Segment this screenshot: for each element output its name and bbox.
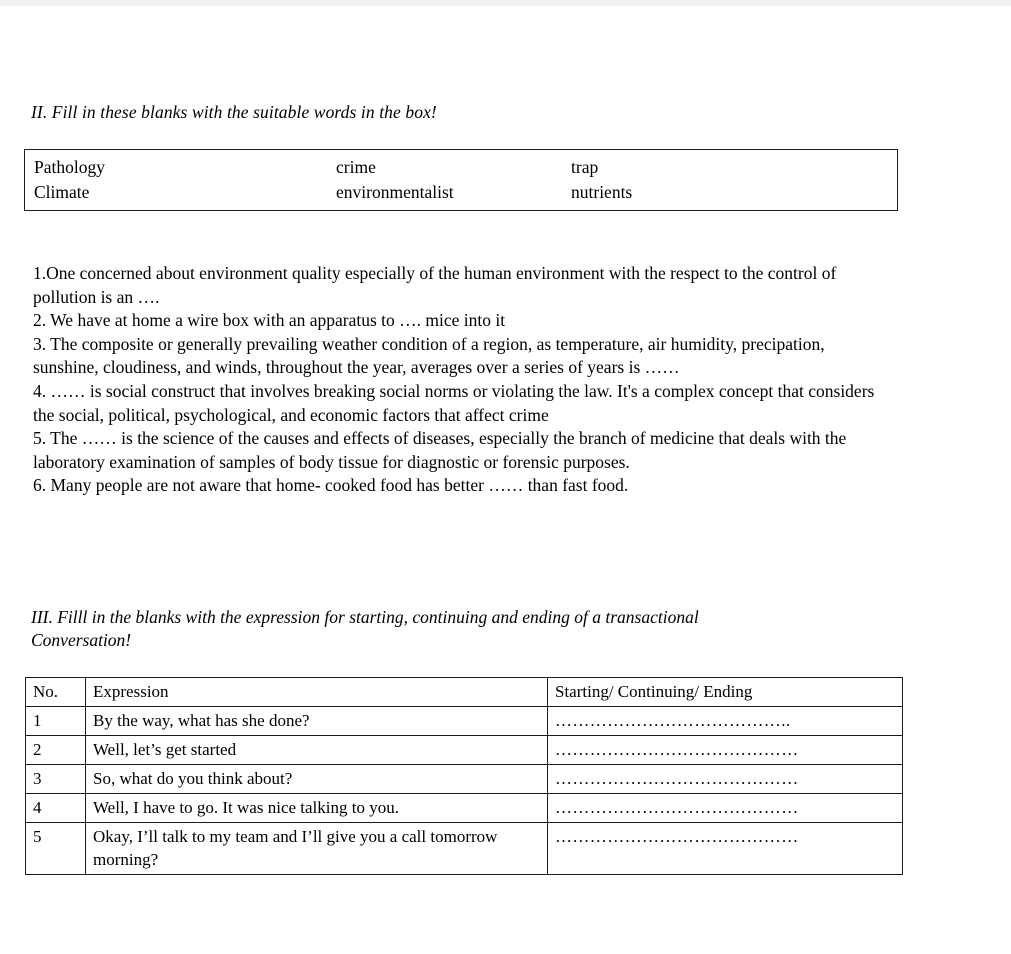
fill-in-item: 3. The composite or generally prevailing weather condition of a region, as temperature, air humidity, precipation, sunshine, cloudiness, and winds, throughout the year, averages over a series of years is …… [33, 333, 825, 378]
document-page [0, 6, 1011, 954]
cell-answer-blank[interactable]: …………………………………… [548, 794, 903, 823]
cell-answer-blank[interactable]: …………………………………… [548, 736, 903, 765]
column-header-stage: Starting/ Continuing/ Ending [548, 678, 903, 707]
section-iii-heading [31, 606, 893, 652]
column-header-expression: Expression [86, 678, 548, 707]
cell-no: 1 [26, 707, 86, 736]
fill-in-items-list [33, 262, 893, 498]
cell-expression: So, what do you think about? [86, 765, 548, 794]
cell-answer-blank[interactable]: …………………………………… [548, 765, 903, 794]
word-bank-cell: trap [571, 157, 599, 177]
word-bank-row [25, 180, 899, 205]
section-ii-heading: II. Fill in these blanks with the suitable words in the box! [31, 102, 437, 122]
cell-expression: Well, let’s get started [86, 736, 548, 765]
cell-no: 2 [26, 736, 86, 765]
fill-in-item: 2. We have at home a wire box with an apparatus to …. mice into it [33, 310, 506, 331]
expression-table [25, 677, 903, 875]
fill-in-item: 6. Many people are not aware that home- cooked food has better …… than fast food. [33, 475, 629, 496]
cell-expression: Well, I have to go. It was nice talking to you. [86, 794, 548, 823]
table-header-row [26, 678, 903, 707]
cell-expression: By the way, what has she done? [86, 707, 548, 736]
cell-expression: Okay, I’ll talk to my team and I’ll give you a call tomorrow morning? [86, 823, 548, 875]
cell-answer-blank[interactable]: ………………………………….. [548, 707, 903, 736]
table-row [26, 707, 903, 736]
cell-no: 3 [26, 765, 86, 794]
word-bank-cell: environmentalist [336, 182, 454, 202]
fill-in-item: 5. The …… is the science of the causes and effects of diseases, especially the branch of medicine that deals with the laboratory examination of samples of body tissue for diagnostic or forensic purposes. [33, 428, 847, 472]
table-row [26, 736, 903, 765]
word-bank-cell: Pathology [34, 157, 105, 177]
section-iii-heading-line1: III. Filll in the blanks with the expression for starting, continuing and ending of a transactional [31, 607, 699, 627]
cell-answer-blank[interactable]: …………………………………… [548, 823, 903, 875]
word-bank-cell: crime [336, 157, 376, 177]
cell-no: 5 [26, 823, 86, 875]
table-row [26, 794, 903, 823]
word-bank-cell: Climate [34, 182, 90, 202]
fill-in-item: 4. …… is social construct that involves breaking social norms or violating the law. It's a complex concept that considers the social, political, psychological, and economic factors that affect crime [33, 380, 875, 425]
fill-in-item: 1.One concerned about environment quality especially of the human environment with the respect to the control of pollution is an …. [33, 263, 837, 307]
word-bank-box [24, 149, 898, 211]
table-row [26, 765, 903, 794]
word-bank-cell: nutrients [571, 182, 633, 202]
word-bank-row [25, 155, 899, 180]
section-iii-heading-line2: Conversation! [31, 630, 132, 650]
column-header-no: No. [26, 678, 86, 707]
table-row [26, 823, 903, 875]
cell-no: 4 [26, 794, 86, 823]
